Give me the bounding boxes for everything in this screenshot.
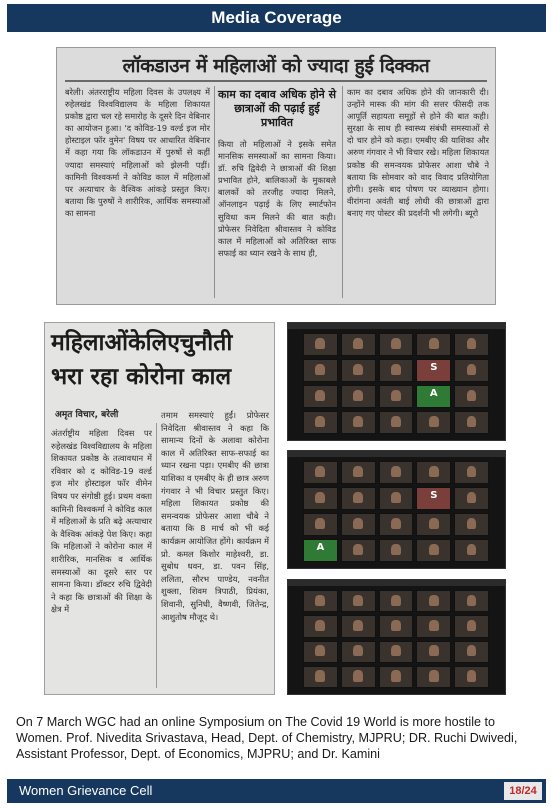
participant-video — [315, 518, 325, 530]
participant-tile — [379, 333, 414, 356]
participant-video — [353, 670, 363, 681]
participant-video — [391, 670, 401, 681]
participant-tile — [379, 385, 414, 408]
participant-tile — [416, 615, 451, 637]
participant-video — [429, 416, 439, 428]
participant-tile — [416, 666, 451, 688]
participant-tile — [416, 359, 451, 382]
participant-tile — [379, 461, 414, 484]
participant-tile — [454, 333, 489, 356]
participant-tile — [303, 359, 338, 382]
participant-video — [391, 518, 401, 530]
participant-tile — [303, 461, 338, 484]
participant-video — [391, 620, 401, 631]
clipping-2-column-2: तमाम समस्याएं हुईं। प्रोफेसर निवेदिता श्रीवास्तव ने कहा कि सामान्य दिनों के अलावा कोरोना काल में अतिरिक्त साफ-सफाई का ध्यान रखना पड़ा। एमबीए की छात्रा याशिका व एमबीए के ही छात्र अरुण गंगवार ने भी विचार प्रस्तुत किए। महिला शिकायत प्रकोष्ठ की समन्वयक प्रोफेसर आशा चौबे ने बताया कि 8 मार्च को भी कई कार्यक्रम आयोजित होंगे। कार्यक्रम में प्रो. कमल किशोर माहेश्वरी, डा. सुबोध धवन, डा. पवन सिंह, ललिता, सौरभ पाण्डेय, नवनीत शुक्ला, शिवम त्रिपाठी, प्रियंका, शिवानी, सुनिधी, वैष्णवी, जितेन्द्र, आशुतोष मौजूद थे। — [161, 410, 269, 622]
clipping-2-byline: अमृत विचार, बरेली — [55, 410, 119, 420]
participant-initial: S — [430, 490, 438, 501]
clipping-1-column-2: किया तो महिलाओं ने इसके समेत मानसिक समस्याओं का सामना किया। डॉ. रुचि द्विवेदी ने छात्राओं की शिक्षा प्रभावित होने, बालिकाओं के मुकाबले बालकों को तरजीह ज्यादा मिलने, ऑनलाइन पढ़ाई के लिए स्मार्टफोन सुविधा कम मिलने की बात कही। प्रोफेसर निवेदिता श्रीवास्तव ने कोविड काल में महिलाओं को अतिरिक्त साफ सफाई का ध्यान रखने के साथ ही, — [218, 139, 336, 258]
participant-tile — [416, 487, 451, 510]
participant-tile — [341, 539, 376, 562]
participant-tile — [416, 641, 451, 663]
participant-tile — [341, 411, 376, 434]
participant-tile — [416, 539, 451, 562]
participant-tile — [303, 539, 338, 562]
clipping-2-headline: महिलाओंकेलिएचुनौती भरा रहा कोरोना काल — [51, 329, 233, 390]
participant-video — [391, 595, 401, 606]
participant-video — [467, 518, 477, 530]
participant-tile — [341, 385, 376, 408]
participant-tile — [341, 461, 376, 484]
participant-tile — [303, 641, 338, 663]
participant-video — [467, 338, 477, 350]
participant-video — [467, 390, 477, 402]
participant-video — [429, 544, 439, 556]
participant-video — [315, 492, 325, 504]
participant-video — [353, 492, 363, 504]
participant-tile — [303, 590, 338, 612]
participant-tile — [341, 641, 376, 663]
participant-video — [467, 364, 477, 376]
participant-tile — [379, 641, 414, 663]
participant-tile — [379, 513, 414, 536]
participant-tile — [379, 487, 414, 510]
participant-tile — [416, 385, 451, 408]
participant-video — [315, 416, 325, 428]
participant-video — [315, 670, 325, 681]
clipping-1-column-1: बरेली। अंतरराष्ट्रीय महिला दिवस के उपलक्ष्य में रुहेलखंड विश्वविद्यालय के महिला शिकायत प्रकोष्ठ द्वारा चल रहे समारोह के दूसरे दिन वेबिनार का आयोजन हुआ। 'द कोविड-19 वर्ल्ड इज मोर होस्टाइल फॉर वुमेन' विषय पर आधारित वेबिनार में कहा गया कि लॉकडाउन में पुरुषों से कहीं ज्यादा समस्याएं महिलाओं को झेलनी पड़ीं। कामिनी विश्वकर्मा ने कोविड काल में महिलाओं पर अत्याचार के वैश्विक आंकड़े प्रस्तुत किए। बताया कि पुरुषों ने शारीरिक, आर्थिक समस्याओं का सामना — [65, 87, 210, 218]
participant-tile — [379, 666, 414, 688]
participant-video — [353, 544, 363, 556]
participant-video — [467, 595, 477, 606]
participant-tile — [379, 539, 414, 562]
participant-video — [467, 620, 477, 631]
page-number: 18/24 — [504, 782, 542, 800]
participant-video — [315, 595, 325, 606]
clipping-2-column-1: अंतर्राष्ट्रीय महिला दिवस पर रुहेलखंड विश्वविद्यालय के महिला शिकायत प्रकोष्ठ के तत्वावधान में रविवार को द कोविड-19 वर्ल्ड इज मोर होस्टाइल फॉर वीमेन विषय पर संगोष्ठी हुई। प्रथम वक्ता कामिनी विश्वकर्मा ने कोविड काल में महिलाओं के प्रति बढ़े अत्याचार के वैश्विक आंकड़े पेश किए। कहा कि महिलाओं ने कोरोना काल में शारीरिक, मानसिक व आर्थिक समस्याओं का दूसरे स्तर पर सामना किया। डॉक्टर रुचि द्विवेदी ने कहा कि छात्राओं की शिक्षा के क्षेत्र में — [51, 428, 152, 615]
newspaper-clipping-2 — [44, 322, 275, 695]
clipping-1-divider — [342, 86, 343, 298]
clipping-2-divider — [156, 423, 157, 688]
participant-tile — [303, 513, 338, 536]
participant-video — [315, 364, 325, 376]
participant-video — [467, 670, 477, 681]
participant-video — [429, 466, 439, 478]
newspaper-clipping-1 — [56, 47, 496, 305]
participant-video — [315, 390, 325, 402]
participant-video — [353, 595, 363, 606]
participant-video — [315, 338, 325, 350]
participant-tile — [341, 666, 376, 688]
participant-video — [353, 620, 363, 631]
participant-tile — [341, 513, 376, 536]
participant-video — [467, 492, 477, 504]
footer-title: Women Grievance Cell — [19, 783, 153, 798]
participant-tile — [454, 385, 489, 408]
participant-video — [391, 338, 401, 350]
participant-tile — [303, 411, 338, 434]
participant-tile — [416, 513, 451, 536]
page-title: Media Coverage — [211, 8, 342, 27]
participant-tile — [454, 590, 489, 612]
participant-tile — [379, 359, 414, 382]
participant-video — [391, 364, 401, 376]
participant-tile — [454, 359, 489, 382]
participant-video — [315, 620, 325, 631]
participant-initial: S — [430, 362, 438, 373]
participant-video — [391, 492, 401, 504]
participant-video — [353, 364, 363, 376]
participant-video — [391, 645, 401, 656]
participant-video — [391, 466, 401, 478]
participant-video — [391, 416, 401, 428]
caption-text: On 7 March WGC had an online Symposium on The Covid 19 World is more hostile to Women. Prof. Nivedita Srivastava, Head, Dept. of Chemistry, MJPRU; DR. Ruchi Dwivedi, Assistant Professor, Dept. of Economics, MJPRU; and Dr. Kamini — [16, 715, 518, 761]
zoom-screenshot-3 — [287, 579, 506, 695]
participant-tile — [303, 333, 338, 356]
footer-bar — [7, 779, 546, 803]
participant-tile — [303, 385, 338, 408]
clipping-1-column-3: काम का दबाव अधिक होने की जानकारी दी। उन्होंने मास्क की मांग की सत्तर फीसदी तक आपूर्ति सहायता समूहों से होने की बात कही। सुरक्षा के साथ ही स्वास्थ्य संबंधी समस्याओं से दो चार होने को कहा। एमबीए की याशिका और अरुण गंगवार ने भी विचार रखे। महिला शिकायत प्रकोष्ठ की समन्वयक प्रोफेसर आशा चौबे ने बताया कि सोमवार को वाद विवाद प्रतियोगिता होगी। इसके बाद पोषण पर व्याख्यान होगा। वीरांगना अवंती बाई लोधी की छात्राओं द्वारा बनाए गए पोस्टर की प्रदर्शनी भी लगेगी। ब्यूरो — [347, 87, 489, 218]
participant-tile — [379, 615, 414, 637]
participant-tile — [454, 487, 489, 510]
participant-tile — [454, 641, 489, 663]
header-bar — [7, 4, 546, 32]
call-top-bar — [288, 451, 505, 457]
participant-tile — [341, 333, 376, 356]
participant-video — [467, 544, 477, 556]
participant-tile — [303, 615, 338, 637]
participant-video — [353, 645, 363, 656]
participant-video — [353, 518, 363, 530]
participant-initial: A — [316, 542, 325, 553]
participant-video — [467, 645, 477, 656]
participant-video — [467, 416, 477, 428]
zoom-screenshot-2 — [287, 450, 506, 569]
participant-tile — [303, 666, 338, 688]
participant-tile — [454, 539, 489, 562]
clipping-1-divider — [214, 86, 215, 298]
participant-tile — [416, 411, 451, 434]
participant-video — [353, 338, 363, 350]
participant-tile — [454, 615, 489, 637]
participant-video — [429, 670, 439, 681]
zoom-screenshot-1 — [287, 322, 506, 441]
participant-tile — [454, 411, 489, 434]
participant-tile — [303, 487, 338, 510]
participant-tile — [341, 359, 376, 382]
clipping-1-subheadline: काम का दबाव अधिक होने से छात्राओं की पढ़ाई हुई प्रभावित — [217, 88, 337, 129]
participant-video — [353, 466, 363, 478]
participant-video — [429, 645, 439, 656]
participant-tile — [379, 590, 414, 612]
call-top-bar — [288, 580, 505, 586]
participant-video — [315, 645, 325, 656]
participant-video — [391, 390, 401, 402]
participant-video — [429, 338, 439, 350]
participant-tile — [341, 590, 376, 612]
clipping-1-headline: लॉकडाउन में महिलाओं को ज्यादा हुई दिक्कत — [122, 55, 430, 77]
participant-video — [467, 466, 477, 478]
participant-tile — [454, 461, 489, 484]
participant-tile — [416, 590, 451, 612]
participant-tile — [454, 666, 489, 688]
participant-tile — [416, 461, 451, 484]
call-top-bar — [288, 323, 505, 329]
participant-video — [429, 518, 439, 530]
participant-video — [353, 416, 363, 428]
clipping-1-rule — [65, 80, 487, 82]
participant-video — [429, 620, 439, 631]
participant-video — [391, 544, 401, 556]
participant-video — [315, 466, 325, 478]
participant-tile — [416, 333, 451, 356]
participant-video — [429, 595, 439, 606]
participant-tile — [379, 411, 414, 434]
participant-initial: A — [429, 388, 438, 399]
participant-tile — [454, 513, 489, 536]
participant-video — [353, 390, 363, 402]
participant-tile — [341, 615, 376, 637]
participant-tile — [341, 487, 376, 510]
